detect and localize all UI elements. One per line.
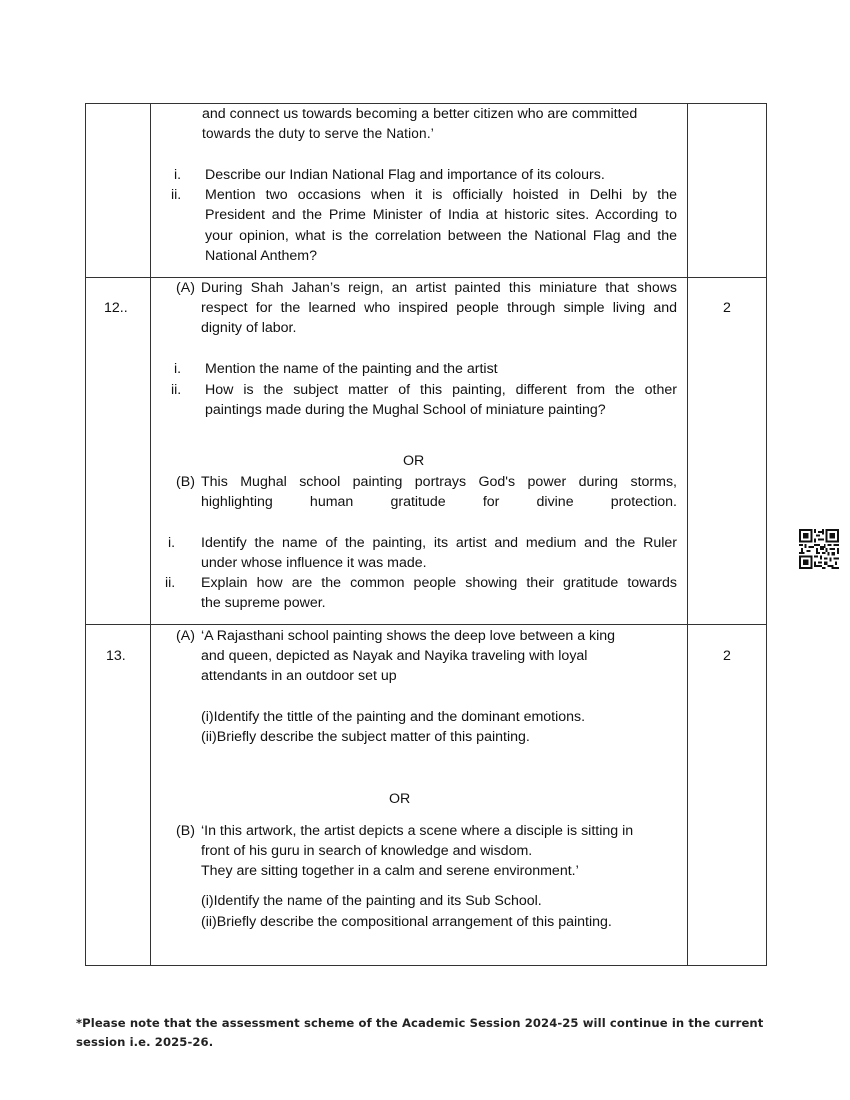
or-separator: OR [389,791,411,807]
option-text: respect for the learned who inspired people through simple living and [201,300,677,316]
option-label: (A) [176,280,195,296]
sub-question-text: Mention the name of the painting and the artist [205,361,498,377]
sub-question-text: your opinion, what is the correlation between the National Flag and the [205,228,677,244]
sub-question-text: Identify the name of the painting, its artist and medium and the Ruler [201,535,677,551]
option-text: highlighting human gratitude for divine protection. [201,494,677,510]
sub-question-number: i. [174,167,182,183]
sub-question-text: (ii)Briefly describe the subject matter of this painting. [201,729,530,745]
option-text: attendants in an outdoor set up [201,668,397,684]
sub-question-number: ii. [171,382,182,398]
sub-question-text: (i)Identify the name of the painting and its Sub School. [201,893,542,909]
question-marks: 2 [723,648,731,664]
option-label: (B) [176,474,195,490]
footnote: *Please note that the assessment scheme of the Academic Session 2024-25 will continue in the current session i.e. 2025-26. [76,1016,764,1049]
option-text: and queen, depicted as Nayak and Nayika traveling with loyal [201,648,588,664]
passage-line: and connect us towards becoming a better citizen who are committed [202,106,638,122]
column-divider-marks [687,103,688,966]
row-divider-13 [85,624,767,625]
option-label: (B) [176,823,195,839]
option-text: front of his guru in search of knowledge and wisdom. [201,843,533,859]
question-number: 13. [106,648,126,664]
sub-question-text: President and the Prime Minister of India at historic sites. According to [205,207,677,223]
qr-code-icon [799,529,839,569]
sub-question-text: Mention two occasions when it is officially hoisted in Delhi by the [205,187,677,203]
option-text: ‘A Rajasthani school painting shows the deep love between a king [201,628,616,644]
sub-question-text: the supreme power. [201,595,326,611]
sub-question-number: i. [174,361,182,377]
sub-question-text: (ii)Briefly describe the compositional arrangement of this painting. [201,914,612,930]
sub-question-text: (i)Identify the tittle of the painting and the dominant emotions. [201,709,586,725]
option-text: During Shah Jahan’s reign, an artist painted this miniature that shows [201,280,677,295]
option-label: (A) [176,628,195,644]
option-text: They are sitting together in a calm and serene environment.’ [201,863,579,879]
option-text: ‘In this artwork, the artist depicts a scene where a disciple is sitting in [201,823,634,839]
sub-question-text: under whose influence it was made. [201,555,427,571]
sub-question-text: paintings made during the Mughal School of miniature painting? [205,402,606,418]
question-marks: 2 [723,300,731,316]
or-separator: OR [403,453,425,469]
option-text: This Mughal school painting portrays God's power during storms, [201,474,677,490]
sub-question-number: i. [168,535,176,551]
sub-question-number: ii. [171,187,182,203]
sub-question-number: ii. [165,575,176,591]
sub-question-text: How is the subject matter of this painting, different from the other [205,382,677,398]
sub-question-text: Explain how are the common people showing their gratitude towards [201,575,677,591]
column-divider-number [150,103,151,966]
question-number: 12.. [104,300,128,316]
option-text: dignity of labor. [201,320,297,336]
passage-line: towards the duty to serve the Nation.’ [202,126,435,141]
sub-question-text: National Anthem? [205,248,317,264]
sub-question-text: Describe our Indian National Flag and importance of its colours. [205,167,605,183]
